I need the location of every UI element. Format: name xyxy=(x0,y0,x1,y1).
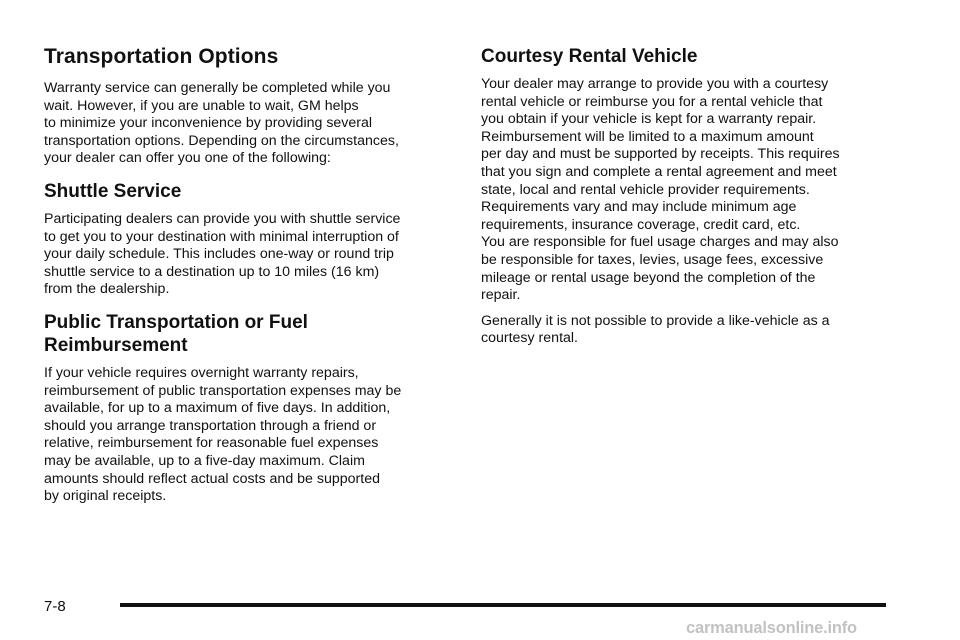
page-number: 7-8 xyxy=(44,598,66,615)
courtesy-rental-heading: Courtesy Rental Vehicle xyxy=(481,46,698,67)
shuttle-service-heading: Shuttle Service xyxy=(44,180,182,202)
left-column xyxy=(44,42,452,506)
courtesy-rental-paragraph: Your dealer may arrange to provide you with a courtesy rental vehicle or reimburse you for a rental vehicle that you obtain if your vehicle is kept for a warranty repair. Reimbursement will be limited to a maximum amount per day and must be supported by receipts. This requires that you sign and complete a rental agreement and meet state, local and rental vehicle provider requirements. Requirements vary and may include minimum age requirements, insurance coverage, credit card, etc. You are responsible for fuel usage charges and may also be responsible for taxes, levies, usage fees, excessive mileage or rental usage beyond the completion of the repair. xyxy=(481,76,840,304)
like-vehicle-paragraph: Generally it is not possible to provide a like-vehicle as a courtesy rental. xyxy=(481,312,830,347)
public-transportation-heading: Public Transportation or Fuel Reimbursement xyxy=(44,311,308,356)
intro-paragraph: Warranty service can generally be completed while you wait. However, if you are unable to wait, GM helps to minimize your inconvenience by providing several transportation options. Depending on the circumstances, your dealer can offer you one of the following: xyxy=(44,80,399,167)
public-transportation-paragraph: If your vehicle requires overnight warranty repairs, reimbursement of public transportation expenses may be available, for up to a maximum of five days. In addition, should you arrange transportation through a friend or relative, reimbursement for reasonable fuel expenses may be available, up to a five-day maximum. Claim amounts should reflect actual costs and be supported by original receipts. xyxy=(44,364,402,505)
watermark: carmanualsonline.info xyxy=(686,619,857,637)
shuttle-service-paragraph: Participating dealers can provide you with shuttle service to get you to your destination with minimal interruption of your daily schedule. This includes one-way or round trip shuttle service to a destination up to 10 miles (16 km) from the dealership. xyxy=(44,210,401,298)
page-title: Transportation Options xyxy=(44,45,279,68)
footer-rule xyxy=(120,603,886,607)
right-column xyxy=(481,42,891,348)
